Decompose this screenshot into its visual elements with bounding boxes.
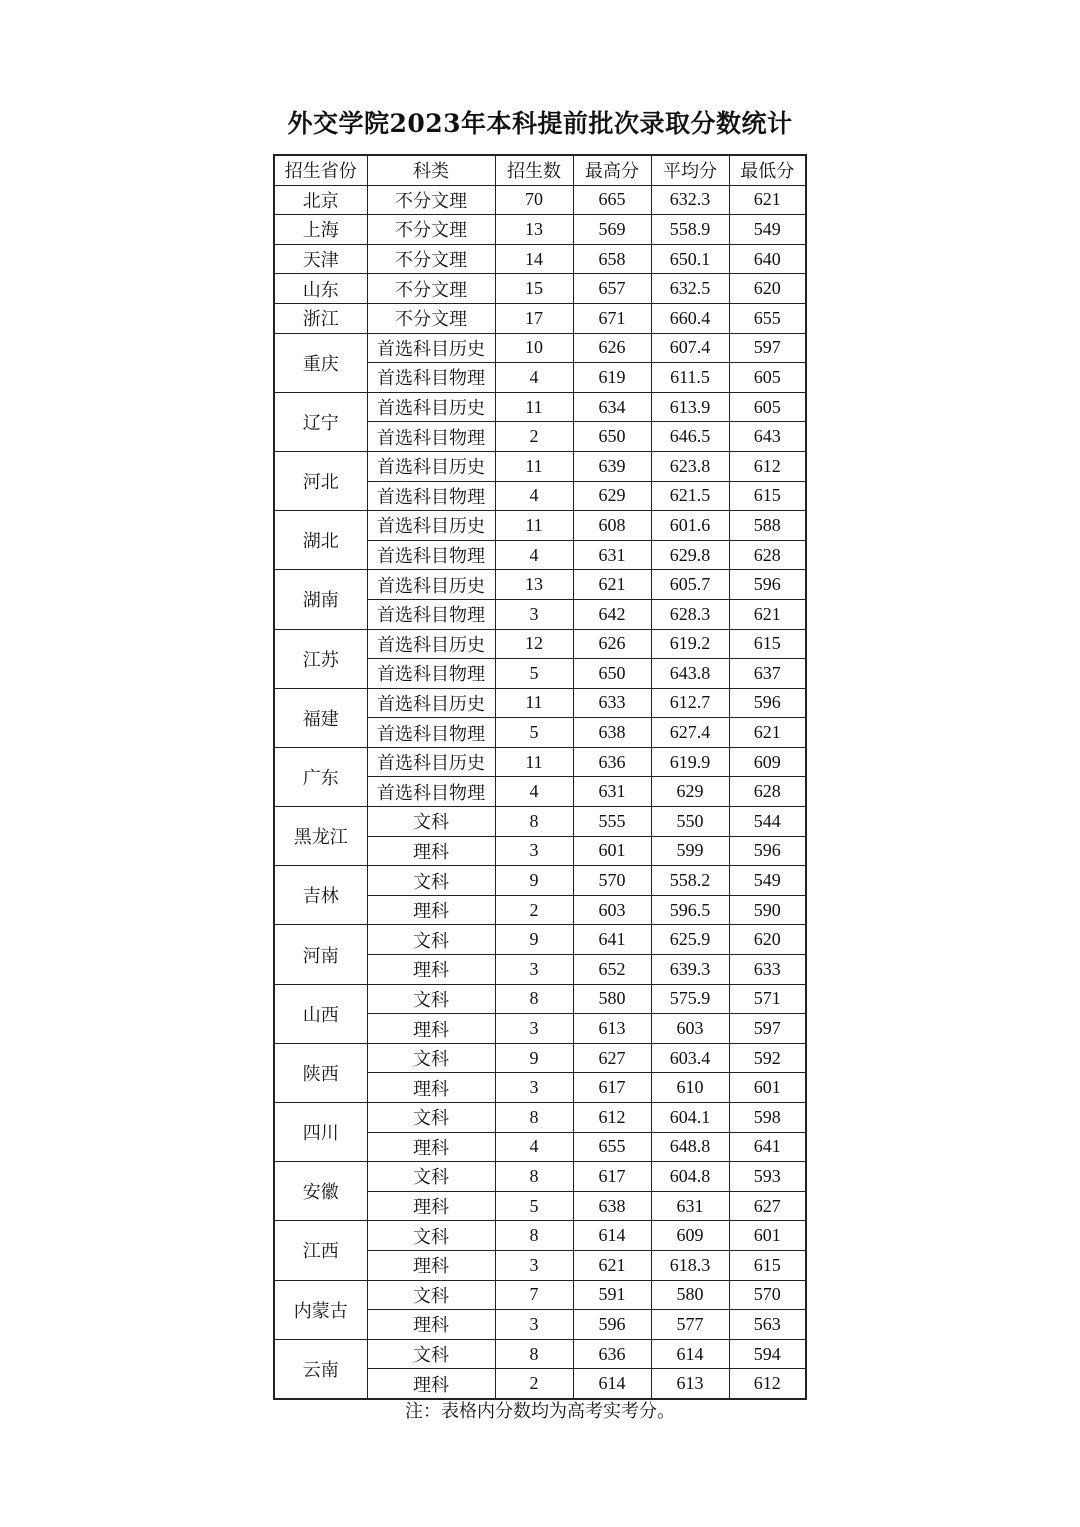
table-row <box>274 392 806 422</box>
enrollment-cell: 13 <box>495 570 573 600</box>
avg-score-cell: 610 <box>651 1073 729 1103</box>
province-cell: 湖南 <box>274 570 367 629</box>
avg-score-cell: 632.5 <box>651 274 729 304</box>
avg-score-cell: 643.8 <box>651 659 729 689</box>
enrollment-cell: 4 <box>495 1132 573 1162</box>
min-score-cell: 621 <box>729 599 806 629</box>
max-score-cell: 636 <box>573 1339 651 1369</box>
max-score-cell: 612 <box>573 1103 651 1133</box>
header-province: 招生省份 <box>274 155 367 185</box>
max-score-cell: 603 <box>573 895 651 925</box>
table-row <box>274 244 806 274</box>
max-score-cell: 614 <box>573 1221 651 1251</box>
max-score-cell: 638 <box>573 1191 651 1221</box>
enrollment-cell: 4 <box>495 777 573 807</box>
enrollment-cell: 8 <box>495 1339 573 1369</box>
avg-score-cell: 621.5 <box>651 481 729 511</box>
province-cell: 上海 <box>274 215 367 245</box>
category-cell: 理科 <box>367 1250 495 1280</box>
min-score-cell: 605 <box>729 363 806 393</box>
min-score-cell: 627 <box>729 1191 806 1221</box>
enrollment-cell: 4 <box>495 481 573 511</box>
max-score-cell: 629 <box>573 481 651 511</box>
avg-score-cell: 607.4 <box>651 333 729 363</box>
table-row <box>274 688 806 718</box>
category-cell: 首选科目历史 <box>367 392 495 422</box>
avg-score-cell: 631 <box>651 1191 729 1221</box>
min-score-cell: 633 <box>729 955 806 985</box>
table-body <box>274 185 806 1399</box>
max-score-cell: 638 <box>573 718 651 748</box>
enrollment-cell: 5 <box>495 659 573 689</box>
max-score-cell: 591 <box>573 1280 651 1310</box>
avg-score-cell: 627.4 <box>651 718 729 748</box>
min-score-cell: 593 <box>729 1162 806 1192</box>
enrollment-cell: 8 <box>495 1103 573 1133</box>
avg-score-cell: 629.8 <box>651 540 729 570</box>
category-cell: 首选科目物理 <box>367 718 495 748</box>
min-score-cell: 597 <box>729 333 806 363</box>
table-row <box>274 215 806 245</box>
min-score-cell: 621 <box>729 718 806 748</box>
province-cell: 山东 <box>274 274 367 304</box>
category-cell: 文科 <box>367 984 495 1014</box>
max-score-cell: 621 <box>573 570 651 600</box>
table-row <box>274 451 806 481</box>
enrollment-cell: 4 <box>495 363 573 393</box>
score-table <box>273 154 807 1400</box>
province-cell: 安徽 <box>274 1162 367 1221</box>
max-score-cell: 613 <box>573 1014 651 1044</box>
enrollment-cell: 3 <box>495 836 573 866</box>
page-title: 外交学院2023年本科提前批次录取分数统计 <box>287 109 793 138</box>
avg-score-cell: 596.5 <box>651 895 729 925</box>
max-score-cell: 555 <box>573 807 651 837</box>
enrollment-cell: 3 <box>495 1310 573 1340</box>
avg-score-cell: 601.6 <box>651 511 729 541</box>
header-category: 科类 <box>367 155 495 185</box>
category-cell: 不分文理 <box>367 215 495 245</box>
max-score-cell: 631 <box>573 777 651 807</box>
enrollment-cell: 11 <box>495 392 573 422</box>
avg-score-cell: 575.9 <box>651 984 729 1014</box>
header-min-score: 最低分 <box>729 155 806 185</box>
category-cell: 文科 <box>367 866 495 896</box>
category-cell: 首选科目物理 <box>367 363 495 393</box>
max-score-cell: 657 <box>573 274 651 304</box>
min-score-cell: 615 <box>729 481 806 511</box>
enrollment-cell: 7 <box>495 1280 573 1310</box>
max-score-cell: 626 <box>573 629 651 659</box>
max-score-cell: 636 <box>573 747 651 777</box>
enrollment-cell: 5 <box>495 1191 573 1221</box>
category-cell: 文科 <box>367 925 495 955</box>
min-score-cell: 620 <box>729 274 806 304</box>
enrollment-cell: 3 <box>495 1250 573 1280</box>
category-cell: 首选科目物理 <box>367 481 495 511</box>
avg-score-cell: 605.7 <box>651 570 729 600</box>
max-score-cell: 626 <box>573 333 651 363</box>
enrollment-cell: 9 <box>495 925 573 955</box>
category-cell: 首选科目历史 <box>367 511 495 541</box>
enrollment-cell: 11 <box>495 451 573 481</box>
min-score-cell: 612 <box>729 1369 806 1399</box>
min-score-cell: 570 <box>729 1280 806 1310</box>
max-score-cell: 652 <box>573 955 651 985</box>
min-score-cell: 549 <box>729 866 806 896</box>
max-score-cell: 633 <box>573 688 651 718</box>
max-score-cell: 580 <box>573 984 651 1014</box>
max-score-cell: 642 <box>573 599 651 629</box>
avg-score-cell: 558.9 <box>651 215 729 245</box>
table-row <box>274 274 806 304</box>
table-row <box>274 629 806 659</box>
category-cell: 首选科目物理 <box>367 777 495 807</box>
min-score-cell: 596 <box>729 688 806 718</box>
province-cell: 陕西 <box>274 1043 367 1102</box>
min-score-cell: 615 <box>729 1250 806 1280</box>
min-score-cell: 597 <box>729 1014 806 1044</box>
category-cell: 首选科目历史 <box>367 570 495 600</box>
province-cell: 山西 <box>274 984 367 1043</box>
min-score-cell: 655 <box>729 303 806 333</box>
enrollment-cell: 8 <box>495 1162 573 1192</box>
province-cell: 江西 <box>274 1221 367 1280</box>
max-score-cell: 619 <box>573 363 651 393</box>
avg-score-cell: 628.3 <box>651 599 729 629</box>
min-score-cell: 590 <box>729 895 806 925</box>
province-cell: 福建 <box>274 688 367 747</box>
province-cell: 河南 <box>274 925 367 984</box>
avg-score-cell: 639.3 <box>651 955 729 985</box>
min-score-cell: 628 <box>729 777 806 807</box>
avg-score-cell: 660.4 <box>651 303 729 333</box>
table-row <box>274 1162 806 1192</box>
table-row <box>274 303 806 333</box>
min-score-cell: 571 <box>729 984 806 1014</box>
min-score-cell: 640 <box>729 244 806 274</box>
min-score-cell: 592 <box>729 1043 806 1073</box>
province-cell: 江苏 <box>274 629 367 688</box>
enrollment-cell: 12 <box>495 629 573 659</box>
avg-score-cell: 629 <box>651 777 729 807</box>
enrollment-cell: 3 <box>495 599 573 629</box>
enrollment-cell: 15 <box>495 274 573 304</box>
max-score-cell: 617 <box>573 1162 651 1192</box>
enrollment-cell: 8 <box>495 807 573 837</box>
footnote: 注：表格内分数均为高考实考分。 <box>405 1401 675 1422</box>
category-cell: 理科 <box>367 1369 495 1399</box>
max-score-cell: 627 <box>573 1043 651 1073</box>
max-score-cell: 639 <box>573 451 651 481</box>
avg-score-cell: 603 <box>651 1014 729 1044</box>
table-row <box>274 511 806 541</box>
avg-score-cell: 599 <box>651 836 729 866</box>
category-cell: 理科 <box>367 1014 495 1044</box>
max-score-cell: 634 <box>573 392 651 422</box>
max-score-cell: 601 <box>573 836 651 866</box>
min-score-cell: 594 <box>729 1339 806 1369</box>
avg-score-cell: 650.1 <box>651 244 729 274</box>
category-cell: 文科 <box>367 1103 495 1133</box>
table-row <box>274 185 806 215</box>
enrollment-cell: 70 <box>495 185 573 215</box>
category-cell: 文科 <box>367 1043 495 1073</box>
enrollment-cell: 14 <box>495 244 573 274</box>
category-cell: 不分文理 <box>367 185 495 215</box>
avg-score-cell: 550 <box>651 807 729 837</box>
avg-score-cell: 604.8 <box>651 1162 729 1192</box>
max-score-cell: 617 <box>573 1073 651 1103</box>
province-cell: 天津 <box>274 244 367 274</box>
enrollment-cell: 9 <box>495 866 573 896</box>
category-cell: 文科 <box>367 1339 495 1369</box>
enrollment-cell: 5 <box>495 718 573 748</box>
province-cell: 辽宁 <box>274 392 367 451</box>
province-cell: 广东 <box>274 747 367 806</box>
header-enrollment: 招生数 <box>495 155 573 185</box>
category-cell: 首选科目历史 <box>367 333 495 363</box>
min-score-cell: 588 <box>729 511 806 541</box>
category-cell: 不分文理 <box>367 274 495 304</box>
category-cell: 首选科目物理 <box>367 599 495 629</box>
min-score-cell: 637 <box>729 659 806 689</box>
province-cell: 浙江 <box>274 303 367 333</box>
header-max-score: 最高分 <box>573 155 651 185</box>
category-cell: 首选科目历史 <box>367 747 495 777</box>
avg-score-cell: 613.9 <box>651 392 729 422</box>
avg-score-cell: 623.8 <box>651 451 729 481</box>
category-cell: 理科 <box>367 895 495 925</box>
enrollment-cell: 3 <box>495 955 573 985</box>
category-cell: 文科 <box>367 807 495 837</box>
avg-score-cell: 604.1 <box>651 1103 729 1133</box>
avg-score-cell: 614 <box>651 1339 729 1369</box>
table-row <box>274 570 806 600</box>
enrollment-cell: 2 <box>495 895 573 925</box>
enrollment-cell: 11 <box>495 688 573 718</box>
category-cell: 首选科目物理 <box>367 422 495 452</box>
min-score-cell: 544 <box>729 807 806 837</box>
header-avg-score: 平均分 <box>651 155 729 185</box>
category-cell: 首选科目历史 <box>367 629 495 659</box>
max-score-cell: 621 <box>573 1250 651 1280</box>
max-score-cell: 650 <box>573 659 651 689</box>
table-row <box>274 1043 806 1073</box>
table-row <box>274 984 806 1014</box>
enrollment-cell: 2 <box>495 1369 573 1399</box>
min-score-cell: 549 <box>729 215 806 245</box>
avg-score-cell: 625.9 <box>651 925 729 955</box>
category-cell: 首选科目物理 <box>367 659 495 689</box>
min-score-cell: 601 <box>729 1221 806 1251</box>
category-cell: 首选科目历史 <box>367 451 495 481</box>
category-cell: 理科 <box>367 1191 495 1221</box>
avg-score-cell: 577 <box>651 1310 729 1340</box>
min-score-cell: 615 <box>729 629 806 659</box>
min-score-cell: 620 <box>729 925 806 955</box>
category-cell: 不分文理 <box>367 303 495 333</box>
province-cell: 重庆 <box>274 333 367 392</box>
min-score-cell: 598 <box>729 1103 806 1133</box>
max-score-cell: 631 <box>573 540 651 570</box>
min-score-cell: 628 <box>729 540 806 570</box>
min-score-cell: 641 <box>729 1132 806 1162</box>
avg-score-cell: 619.2 <box>651 629 729 659</box>
category-cell: 理科 <box>367 955 495 985</box>
min-score-cell: 596 <box>729 570 806 600</box>
avg-score-cell: 618.3 <box>651 1250 729 1280</box>
enrollment-cell: 13 <box>495 215 573 245</box>
max-score-cell: 596 <box>573 1310 651 1340</box>
category-cell: 文科 <box>367 1162 495 1192</box>
max-score-cell: 655 <box>573 1132 651 1162</box>
avg-score-cell: 580 <box>651 1280 729 1310</box>
enrollment-cell: 8 <box>495 1221 573 1251</box>
category-cell: 理科 <box>367 1073 495 1103</box>
avg-score-cell: 612.7 <box>651 688 729 718</box>
category-cell: 首选科目物理 <box>367 540 495 570</box>
min-score-cell: 563 <box>729 1310 806 1340</box>
table-row <box>274 1280 806 1310</box>
province-cell: 湖北 <box>274 511 367 570</box>
category-cell: 首选科目历史 <box>367 688 495 718</box>
max-score-cell: 650 <box>573 422 651 452</box>
enrollment-cell: 4 <box>495 540 573 570</box>
min-score-cell: 596 <box>729 836 806 866</box>
table-row <box>274 747 806 777</box>
max-score-cell: 671 <box>573 303 651 333</box>
province-cell: 云南 <box>274 1339 367 1399</box>
avg-score-cell: 613 <box>651 1369 729 1399</box>
min-score-cell: 612 <box>729 451 806 481</box>
table-row <box>274 333 806 363</box>
enrollment-cell: 3 <box>495 1073 573 1103</box>
table-row <box>274 1339 806 1369</box>
province-cell: 吉林 <box>274 866 367 925</box>
enrollment-cell: 3 <box>495 1014 573 1044</box>
category-cell: 文科 <box>367 1221 495 1251</box>
max-score-cell: 608 <box>573 511 651 541</box>
max-score-cell: 570 <box>573 866 651 896</box>
min-score-cell: 621 <box>729 185 806 215</box>
province-cell: 北京 <box>274 185 367 215</box>
province-cell: 河北 <box>274 451 367 510</box>
table-row <box>274 866 806 896</box>
max-score-cell: 665 <box>573 185 651 215</box>
avg-score-cell: 646.5 <box>651 422 729 452</box>
enrollment-cell: 8 <box>495 984 573 1014</box>
enrollment-cell: 2 <box>495 422 573 452</box>
header-row <box>274 155 806 185</box>
min-score-cell: 609 <box>729 747 806 777</box>
enrollment-cell: 11 <box>495 511 573 541</box>
enrollment-cell: 17 <box>495 303 573 333</box>
category-cell: 不分文理 <box>367 244 495 274</box>
avg-score-cell: 558.2 <box>651 866 729 896</box>
table-row <box>274 807 806 837</box>
category-cell: 理科 <box>367 1132 495 1162</box>
avg-score-cell: 648.8 <box>651 1132 729 1162</box>
avg-score-cell: 603.4 <box>651 1043 729 1073</box>
max-score-cell: 658 <box>573 244 651 274</box>
avg-score-cell: 619.9 <box>651 747 729 777</box>
enrollment-cell: 10 <box>495 333 573 363</box>
enrollment-cell: 11 <box>495 747 573 777</box>
avg-score-cell: 609 <box>651 1221 729 1251</box>
category-cell: 理科 <box>367 836 495 866</box>
min-score-cell: 601 <box>729 1073 806 1103</box>
category-cell: 文科 <box>367 1280 495 1310</box>
min-score-cell: 643 <box>729 422 806 452</box>
table-row <box>274 925 806 955</box>
table-row <box>274 1221 806 1251</box>
max-score-cell: 641 <box>573 925 651 955</box>
max-score-cell: 569 <box>573 215 651 245</box>
avg-score-cell: 632.3 <box>651 185 729 215</box>
min-score-cell: 605 <box>729 392 806 422</box>
avg-score-cell: 611.5 <box>651 363 729 393</box>
province-cell: 黑龙江 <box>274 807 367 866</box>
province-cell: 四川 <box>274 1103 367 1162</box>
max-score-cell: 614 <box>573 1369 651 1399</box>
province-cell: 内蒙古 <box>274 1280 367 1339</box>
table-row <box>274 1103 806 1133</box>
enrollment-cell: 9 <box>495 1043 573 1073</box>
category-cell: 理科 <box>367 1310 495 1340</box>
